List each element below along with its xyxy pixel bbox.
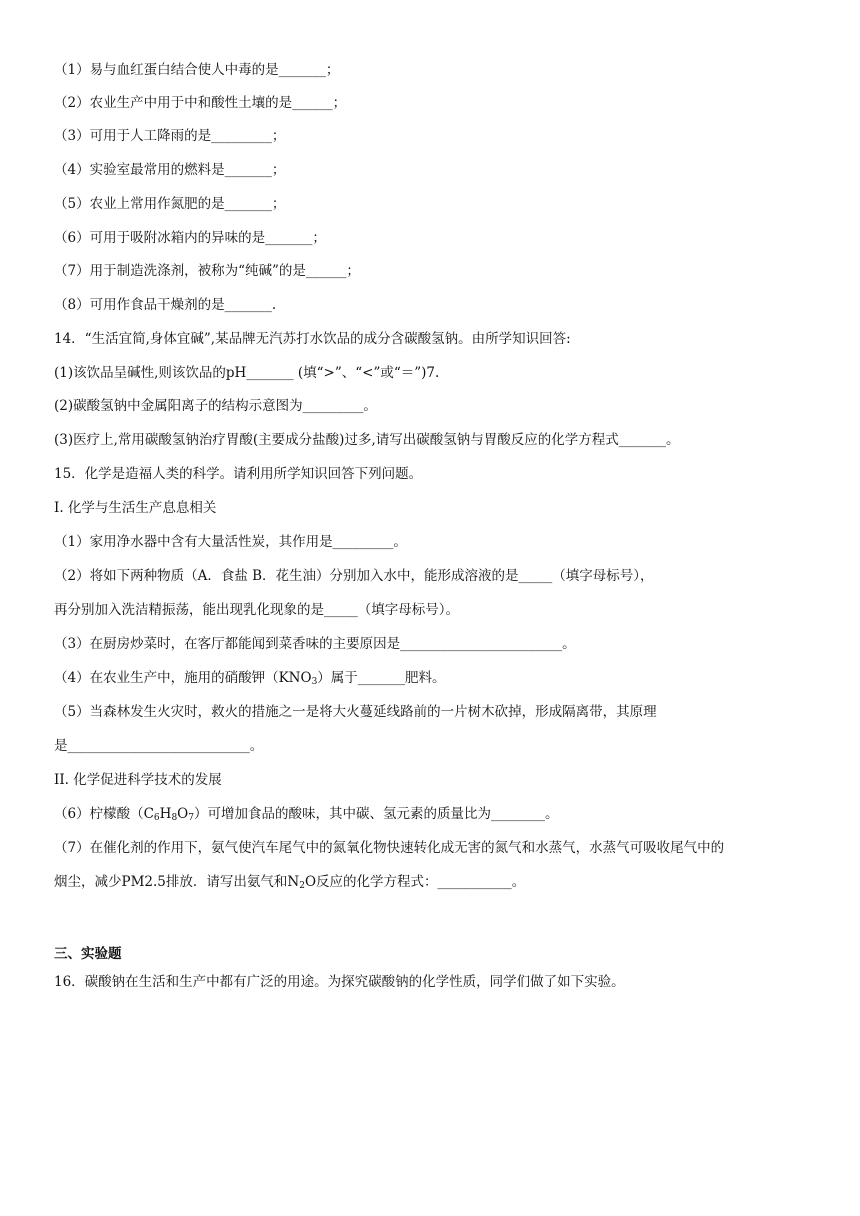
q15-part-5: （5）当森林发生火灾时，救火的措施之一是将大火蔓延线路前的一片树木砍掉，形成隔离带，其原理 [54,704,657,720]
q15-part-7-subscript: 2 [299,881,305,891]
q13-item-8: （8）可用作食品干燥剂的是_______. [54,297,277,313]
q15-part-4 [54,668,446,688]
q15-part-3: （3）在厨房炒菜时，在客厅都能闻到菜香味的主要原因是________________________。 [54,636,576,652]
q15-stem: 15．化学是造福人类的科学。请利用所学知识回答下列问题。 [54,466,423,482]
q15-part-6-sub-3: 7 [188,813,194,823]
q15-part-4-text-b: ）属于_______肥料。 [317,670,446,686]
section-3-heading: 三、实验题 [54,946,122,962]
q13-item-6: （6）可用于吸附冰箱内的异味的是_______； [54,230,326,246]
q15-section-1-title: I. 化学与生活生产息息相关 [54,500,217,516]
q15-part-6-text-h: H [159,806,172,822]
q14-part-3: (3)医疗上,常用碳酸氢钠治疗胃酸(主要成分盐酸)过多,请写出碳酸氢钠与胃酸反应的化学方程式_______。 [54,432,680,448]
q15-part-6 [54,804,558,824]
q15-section-2-title: II. 化学促进科学技术的发展 [54,772,222,788]
q13-item-7: （7）用于制造洗涤剂，被称为“纯碱”的是______； [54,263,360,279]
q14-stem: 14．“生活宜简,身体宜碱”,某品牌无汽苏打水饮品的成分含碳酸氢钠。由所学知识回答: [54,331,571,347]
q15-part-6-text-a: （6）柠檬酸（C [54,806,154,822]
q13-item-5: （5）农业上常用作氮肥的是_______； [54,196,286,212]
q15-part-7-continued [54,872,525,892]
q15-part-6-text-o: O [177,806,189,822]
q15-part-7-text-a: 烟尘，减少PM2.5排放．请写出氨气和N [54,874,300,890]
q13-item-1: （1）易与血红蛋白结合使人中毒的是_______； [54,62,340,78]
q15-part-5-continued: 是___________________________。 [54,738,264,754]
q13-item-2: （2）农业生产中用于中和酸性土壤的是______； [54,95,347,111]
q14-part-1: (1)该饮品呈碱性,则该饮品的pH_______ (填“>”、“<”或“＝”)7. [54,365,440,381]
q15-part-7-text-b: O反应的化学方程式：___________。 [304,874,526,890]
q15-part-1: （1）家用净水器中含有大量活性炭，其作用是_________。 [54,534,407,550]
q15-part-4-subscript: 3 [311,677,318,687]
q14-part-2: (2)碳酸氢钠中金属阳离子的结构示意图为_________。 [54,398,377,414]
q13-item-3: （3）可用于人工降雨的是_________； [54,128,286,144]
q15-part-2-continued: 再分别加入洗洁精振荡，能出现乳化现象的是_____（填字母标号）。 [54,602,459,618]
q16-stem: 16．碳酸钠在生活和生产中都有广泛的用途。为探究碳酸钠的化学性质，同学们做了如下实验。 [54,974,625,990]
q15-part-7: （7）在催化剂的作用下，氨气使汽车尾气中的氮氧化物快速转化成无害的氮气和水蒸气，水蒸气可吸收尾气中的 [54,840,725,856]
q15-part-2: （2）将如下两种物质（A．食盐 B．花生油）分别加入水中，能形成溶液的是_____（填字母标号）， [54,568,654,584]
q15-part-4-text-a: （4）在农业生产中，施用的硝酸钾（KNO [54,670,312,686]
q15-part-6-text-b: ）可增加食品的酸味，其中碳、氢元素的质量比为________。 [193,806,559,822]
q13-item-4: （4）实验室最常用的燃料是_______； [54,162,286,178]
q15-part-6-sub-1: 6 [153,813,160,823]
q15-part-6-sub-2: 8 [171,813,178,823]
